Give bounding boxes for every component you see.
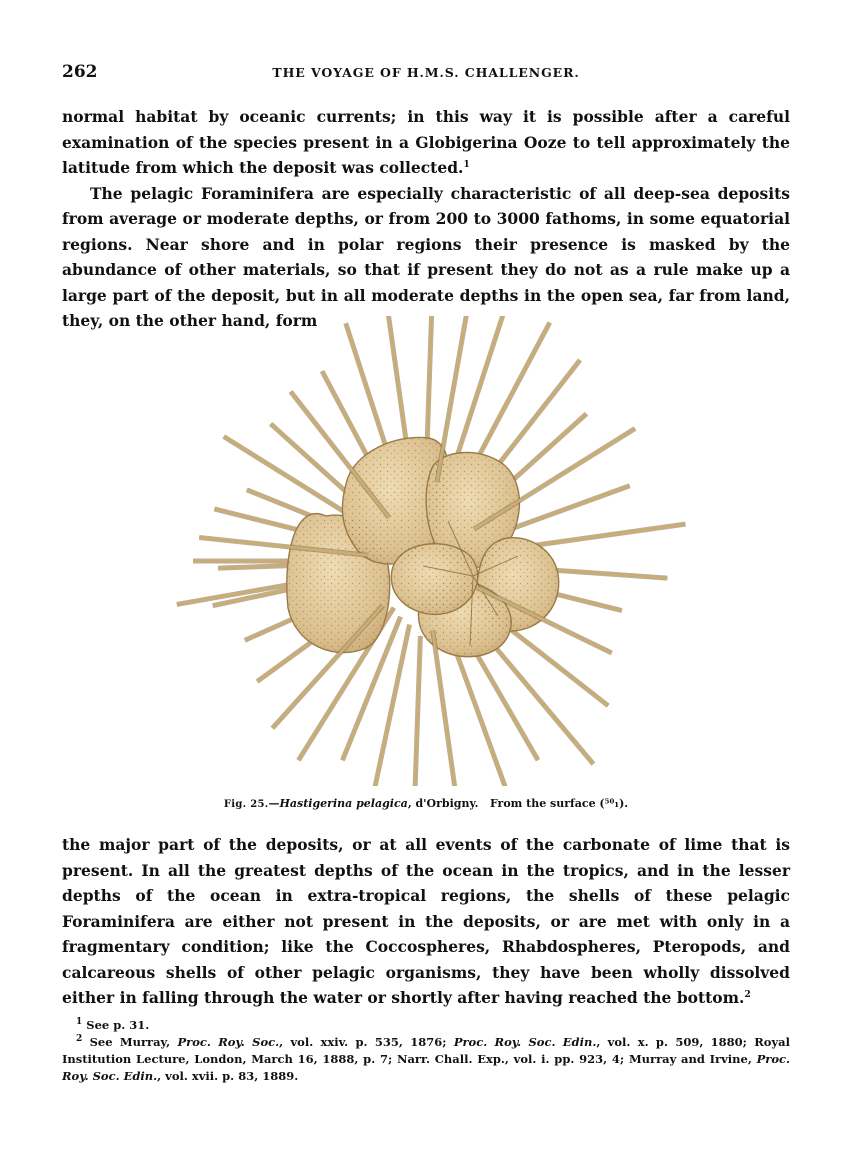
footnotes: [62, 1017, 790, 1085]
paragraph-3-text: the major part of the deposits, or at all events of the carbonate of lime that is present. In all the greatest depths of the ocean in the tropics, and in the lesser depths of the ocean in extra-tropical regions, the shells of these pelagic Foraminifera are either not present in the deposits, or are met with only in a fragmentary condition; like the Coccospheres, Rhabdospheres, Pteropods, and calcareous shells of other pelagic organisms, they have been wholly dissolved either in falling through the water or shortly after having reached the bottom.: [62, 835, 790, 1007]
footnote-1-text: See p. 31.: [86, 1018, 150, 1032]
page-header: [62, 62, 790, 84]
footnote-2-number: 2: [76, 1034, 83, 1045]
running-title: THE VOYAGE OF H.M.S. CHALLENGER.: [272, 65, 580, 80]
footnote-2-part-a: See Murray,: [89, 1035, 178, 1049]
shell-chambers: [287, 437, 559, 656]
caption-label: Fig. 25.: [223, 799, 269, 810]
footnote-2-journal-3: Proc. Roy. Soc. Edin.: [62, 1052, 790, 1083]
page-number: 262: [62, 62, 98, 82]
foraminifera-illustration: [78, 316, 768, 786]
figure-caption: Fig. 25.—Hastigerina pelagica, d'Orbigny. From the surface (⁵⁰₁).: [223, 797, 629, 810]
footnote-2-part-e: , vol. x. p. 509, 1880; Royal Institution Lecture, London, March 16, 1888, p. 7; Narr. Chall. Exp., vol. i. pp. 923, 4; Murray and Irvine,: [62, 1035, 790, 1066]
paragraph-2: The pelagic Foraminifera are especially characteristic of all deep-sea deposits from average or moderate depths, or from 200 to 3000 fathoms, in some equatorial regions. Near shore and in polar regions their presence is masked by the abundance of other materials, so that if present they do not as a rule make up a large part of the deposit, but in all moderate depths in the open sea, far from land, they, on the other hand, form: [62, 183, 790, 330]
caption-source: From the surface (⁵⁰₁).: [489, 797, 629, 810]
footnote-2-journal-2: Proc. Roy. Soc. Edin.: [453, 1035, 597, 1049]
footnote-ref-2[interactable]: 2: [744, 989, 751, 1000]
caption-author: , d'Orbigny.: [407, 797, 479, 810]
footnote-2-part-c: , vol. xxiv. p. 535, 1876;: [279, 1035, 454, 1049]
spine: [371, 625, 409, 786]
footnote-2-part-g: , vol. xvii. p. 83, 1889.: [157, 1069, 299, 1083]
paragraph-1: [62, 104, 790, 181]
figure-25: [78, 316, 768, 786]
paragraph-1-text: normal habitat by oceanic currents; in this way it is possible after a careful examination of the species present in a Globigerina Ooze to tell approximately the latitude from which the deposit was collected.: [62, 107, 790, 177]
paragraph-3: [62, 832, 790, 1011]
footnote-1: [62, 1017, 790, 1034]
body-text-top: [62, 104, 790, 334]
footnote-ref-1[interactable]: 1: [463, 159, 470, 170]
footnote-2-journal-1: Proc. Roy. Soc.: [177, 1035, 280, 1049]
footnote-1-number: 1: [76, 1017, 83, 1028]
body-text-bottom: [62, 832, 790, 1011]
shell-texture: [287, 437, 559, 656]
spine: [414, 636, 421, 786]
footnote-2: [62, 1034, 790, 1085]
caption-species: Hastigerina pelagica: [279, 797, 408, 810]
